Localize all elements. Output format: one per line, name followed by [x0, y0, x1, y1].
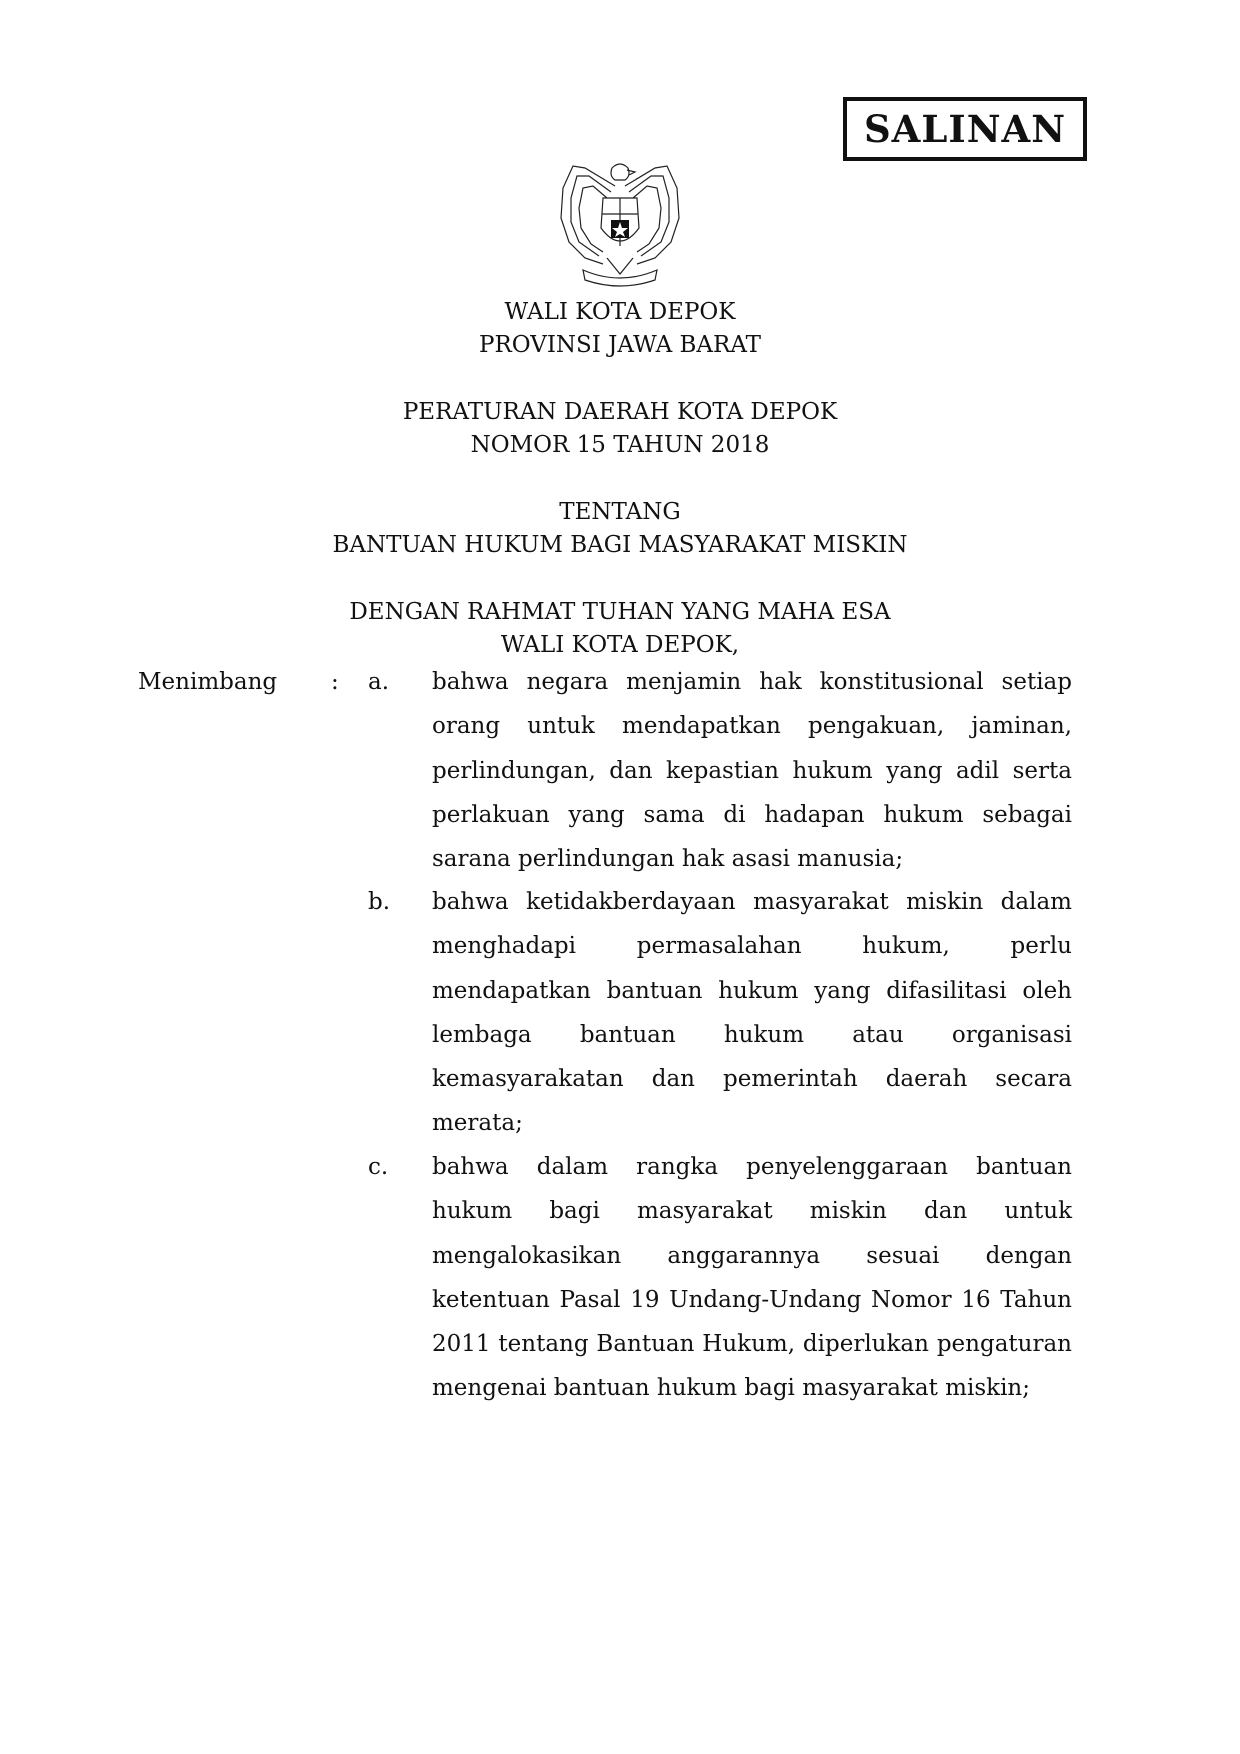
header-line-2: PROVINSI JAWA BARAT — [478, 332, 762, 358]
item-marker-b: b. — [368, 889, 391, 915]
consideration-item-c: bahwa dalam rangka penyelenggaraan bantuan hukum bagi masyarakat miskin dan untuk mengalokasikan anggarannya sesuai dengan ketentuan Pasal 19 Undang-Undang Nomor 16 Tahun 2011 tentang Bantuan Hukum, diperlukan pengaturan mengenai bantuan hukum bagi masyarakat miskin; — [432, 1154, 1072, 1402]
item-marker-c: c. — [368, 1154, 389, 1180]
considerations-label: Menimbang — [138, 669, 278, 695]
item-marker-a: a. — [368, 669, 390, 695]
regulation-title: PERATURAN DAERAH KOTA DEPOK — [402, 399, 838, 425]
header-line-1: WALI KOTA DEPOK — [504, 299, 736, 325]
considerations-colon: : — [331, 669, 339, 695]
garuda-emblem-icon — [555, 158, 685, 293]
salinan-stamp: SALINAN — [843, 97, 1087, 161]
consideration-item-a: bahwa negara menjamin hak konstitusional setiap orang untuk mendapatkan pengakuan, jaminan, perlindungan, dan kepastian hukum yang adil serta perlakuan yang sama di hadapan hukum sebagai sarana perlindungan hak asasi manusia; — [432, 669, 1072, 873]
consideration-item-b: bahwa ketidakberdayaan masyarakat miskin dalam menghadapi permasalahan hukum, perlu mendapatkan bantuan hukum yang difasilitasi oleh lembaga bantuan hukum atau organisasi kemasyarakatan dan pemerintah daerah secara merata; — [432, 889, 1072, 1137]
subject-title: BANTUAN HUKUM BAGI MASYARAKAT MISKIN — [332, 532, 908, 558]
preamble-line-2: WALI KOTA DEPOK, — [500, 632, 740, 658]
preamble-line-1: DENGAN RAHMAT TUHAN YANG MAHA ESA — [349, 599, 891, 625]
subject-about: TENTANG — [559, 499, 681, 525]
regulation-number: NOMOR 15 TAHUN 2018 — [470, 432, 770, 458]
